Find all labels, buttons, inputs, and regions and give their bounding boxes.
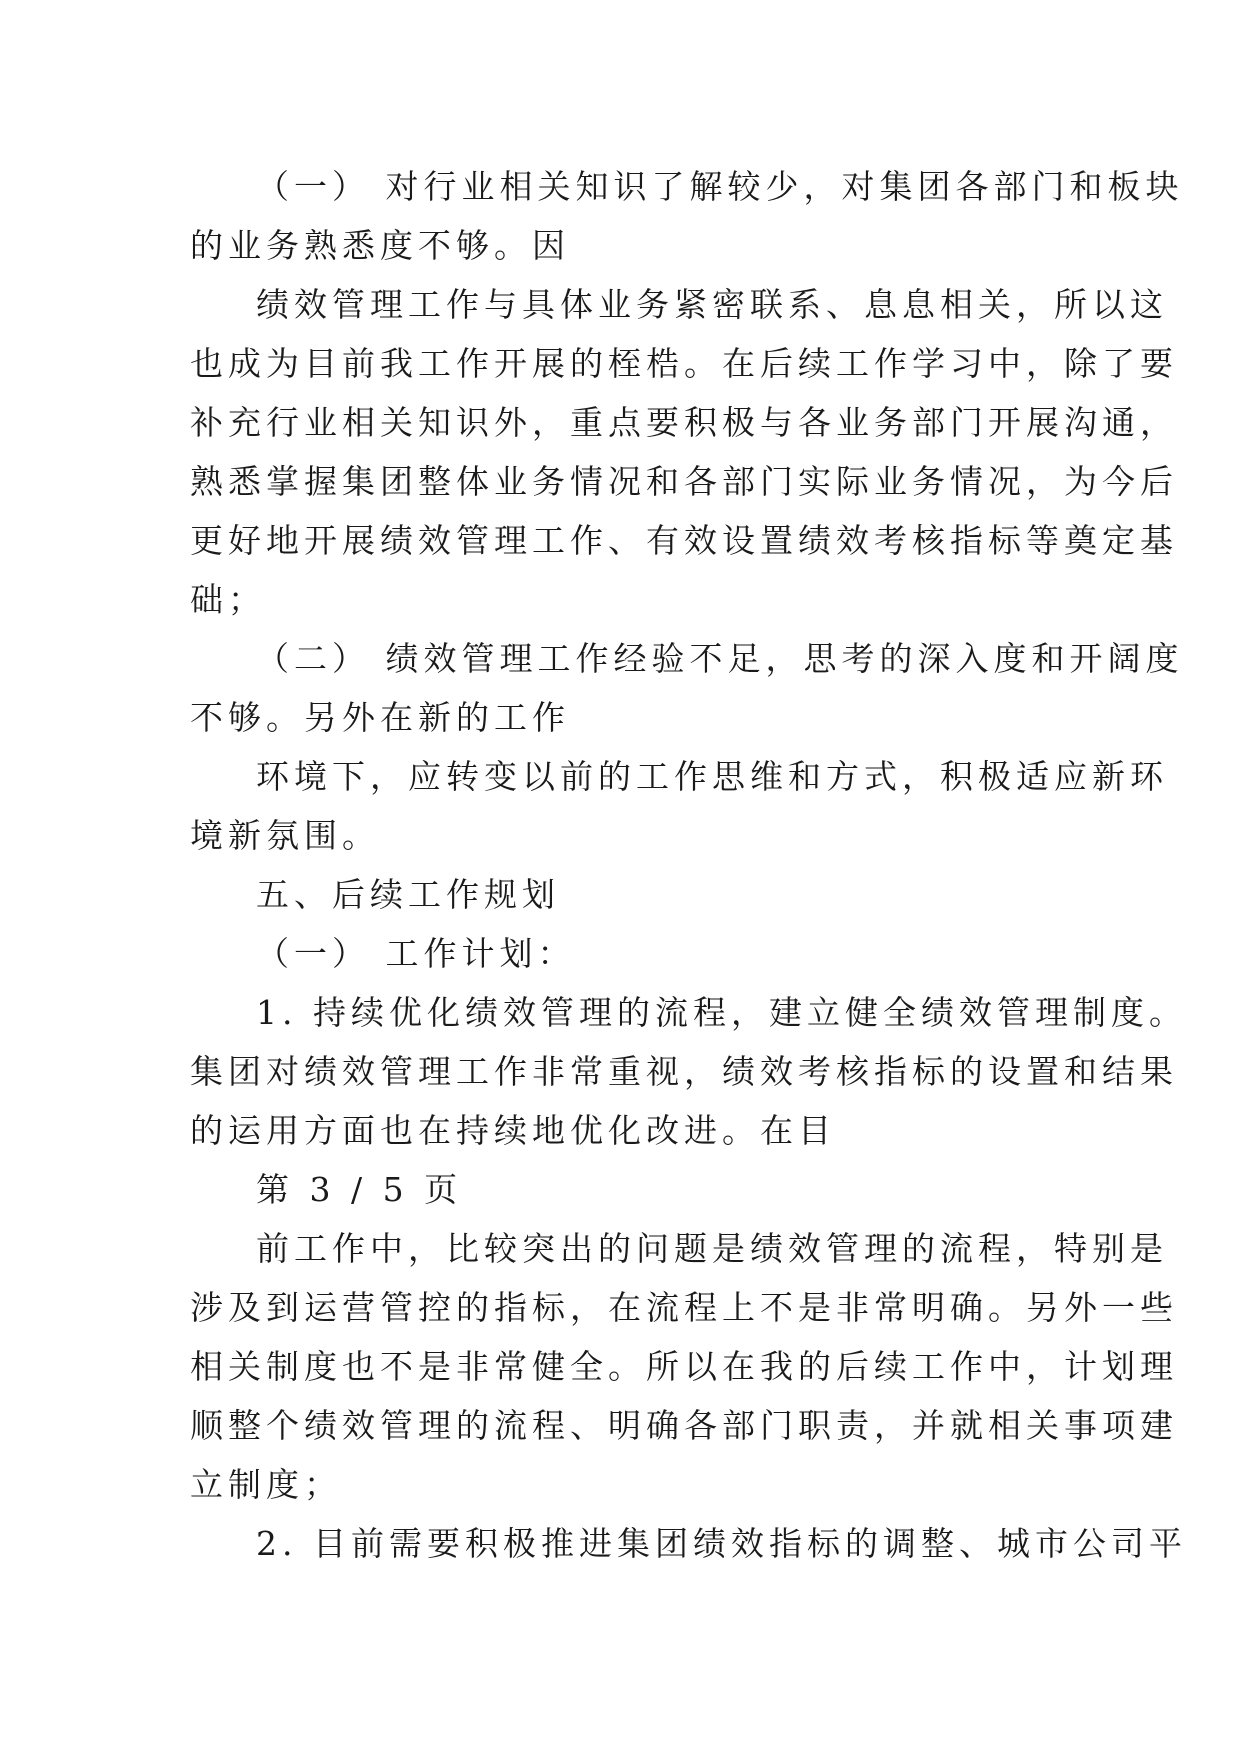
document-body <box>190 157 1187 1573</box>
text-line: 相关制度也不是非常健全。所以在我的后续工作中，计划理 <box>190 1347 1178 1386</box>
text-line: 集团对绩效管理工作非常重视，绩效考核指标的设置和结果 <box>190 1052 1178 1091</box>
text-line: 更好地开展绩效管理工作、有效设置绩效考核指标等奠定基 <box>190 521 1178 560</box>
page-number: 第 3 / 5 页 <box>256 1170 463 1209</box>
text-line: 的业务熟悉度不够。因 <box>190 226 570 265</box>
text-line: 涉及到运营管控的指标，在流程上不是非常明确。另外一些 <box>190 1288 1178 1327</box>
text-line: 2. 目前需要积极推进集团绩效指标的调整、城市公司平 <box>256 1524 1187 1563</box>
text-line: （二） 绩效管理工作经验不足，思考的深入度和开阔度 <box>256 639 1184 678</box>
text-line: （一） 对行业相关知识了解较少，对集团各部门和板块 <box>256 167 1184 206</box>
text-line: 立制度； <box>190 1465 342 1504</box>
text-line: 的运用方面也在持续地优化改进。在目 <box>190 1111 836 1150</box>
text-line: 补充行业相关知识外，重点要积极与各业务部门开展沟通， <box>190 403 1178 442</box>
text-line: 不够。另外在新的工作 <box>190 698 570 737</box>
text-line: 环境下，应转变以前的工作思维和方式，积极适应新环 <box>256 757 1168 796</box>
text-line: 顺整个绩效管理的流程、明确各部门职责，并就相关事项建 <box>190 1406 1178 1445</box>
text-line: 也成为目前我工作开展的桎梏。在后续工作学习中，除了要 <box>190 344 1178 383</box>
section-heading: 五、后续工作规划 <box>256 875 560 914</box>
text-line: 熟悉掌握集团整体业务情况和各部门实际业务情况，为今后 <box>190 462 1178 501</box>
subsection-heading: （一） 工作计划： <box>256 934 576 973</box>
text-line: 前工作中，比较突出的问题是绩效管理的流程，特别是 <box>256 1229 1168 1268</box>
text-line: 绩效管理工作与具体业务紧密联系、息息相关，所以这 <box>256 285 1168 324</box>
text-line: 1. 持续优化绩效管理的流程，建立健全绩效管理制度。 <box>256 993 1187 1032</box>
text-line: 境新氛围。 <box>190 816 380 855</box>
text-line: 础； <box>190 580 266 619</box>
